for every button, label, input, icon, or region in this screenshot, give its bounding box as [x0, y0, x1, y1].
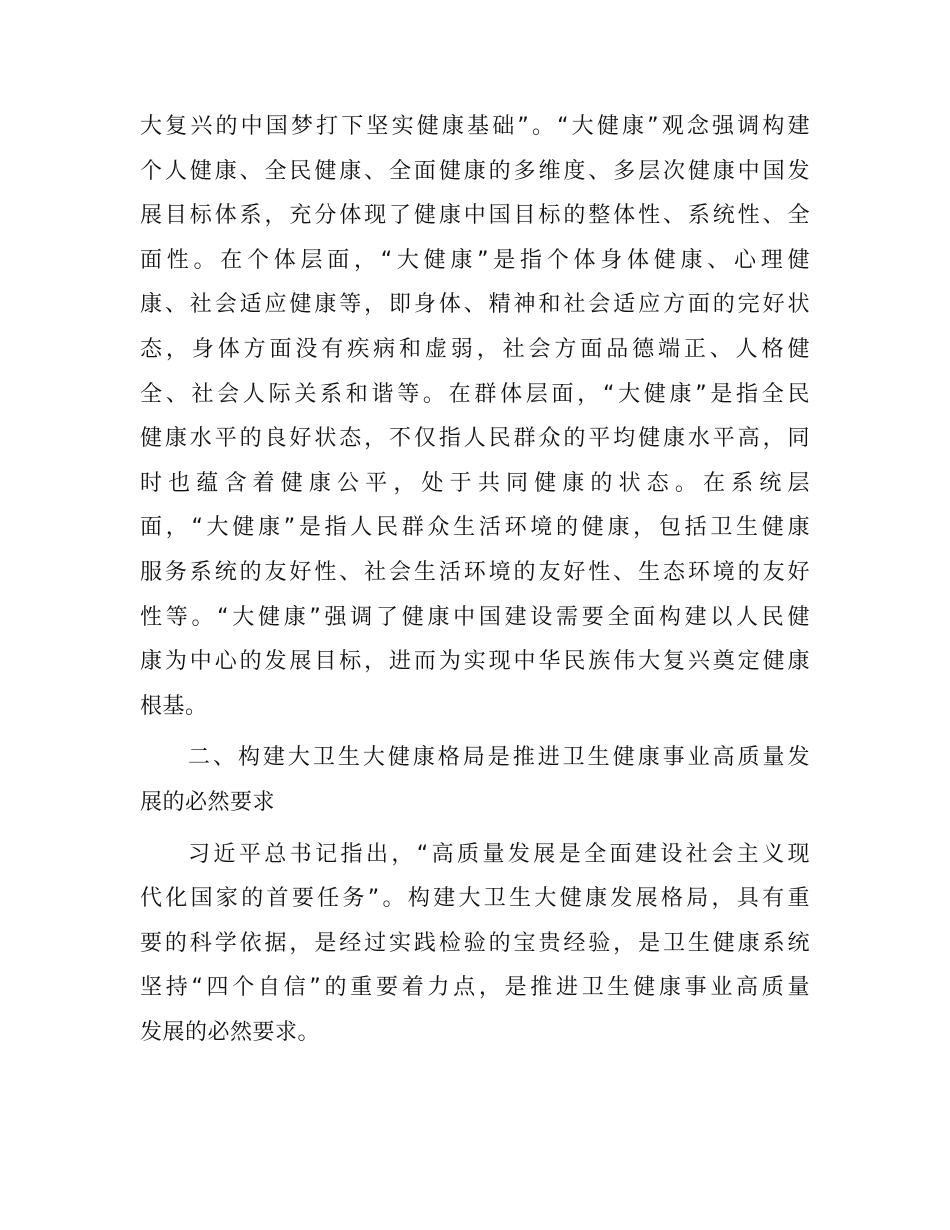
text-line: 全、社会人际关系和谐等。在群体层面，“大健康”是指全民 [140, 381, 810, 407]
text-line: 面性。在个体层面，“大健康”是指个体身体健康、心理健 [140, 247, 810, 273]
heading-line: 二、构建大卫生大健康格局是推进卫生健康事业高质量发 [188, 745, 810, 771]
text-line: 根基。 [140, 693, 208, 719]
document-body [140, 114, 810, 1064]
text-line: 康为中心的发展目标，进而为实现中华民族伟大复兴奠定健康 [140, 649, 810, 675]
text-line: 个人健康、全民健康、全面健康的多维度、多层次健康中国发 [140, 158, 810, 184]
text-line: 服务系统的友好性、社会生活环境的友好性、生态环境的友好 [140, 559, 810, 585]
text-line: 要的科学依据，是经过实践检验的宝贵经验，是卫生健康系统 [140, 930, 810, 956]
paragraph-gap [140, 738, 810, 745]
text-line: 代化国家的首要任务”。构建大卫生大健康发展格局，具有重 [140, 886, 810, 912]
text-line: 习近平总书记指出，“高质量发展是全面建设社会主义现 [188, 841, 810, 867]
text-line: 面，“大健康”是指人民群众生活环境的健康，包括卫生健康 [140, 515, 810, 541]
paragraph-gap [140, 835, 810, 842]
text-line: 大复兴的中国梦打下坚实健康基础”。“大健康”观念强调构建 [140, 114, 810, 139]
text-line: 时也蕴含着健康公平，处于共同健康的状态。在系统层 [140, 470, 810, 496]
paragraph-health-concept [140, 114, 810, 738]
text-line: 态，身体方面没有疾病和虚弱，社会方面品德端正、人格健 [140, 336, 810, 362]
text-line: 康、社会适应健康等，即身体、精神和社会适应方面的完好状 [140, 292, 810, 318]
text-line: 坚持“四个自信”的重要着力点，是推进卫生健康事业高质量 [140, 975, 810, 1001]
text-line: 性等。“大健康”强调了健康中国建设需要全面构建以人民健 [140, 604, 810, 630]
text-line: 展目标体系，充分体现了健康中国目标的整体性、系统性、全 [140, 203, 810, 229]
heading-line: 展的必然要求 [140, 789, 276, 815]
text-line: 健康水平的良好状态，不仅指人民群众的平均健康水平高，同 [140, 426, 810, 452]
section-heading-two [140, 745, 810, 834]
text-line: 发展的必然要求。 [140, 1019, 321, 1045]
paragraph-high-quality-development [140, 842, 810, 1065]
